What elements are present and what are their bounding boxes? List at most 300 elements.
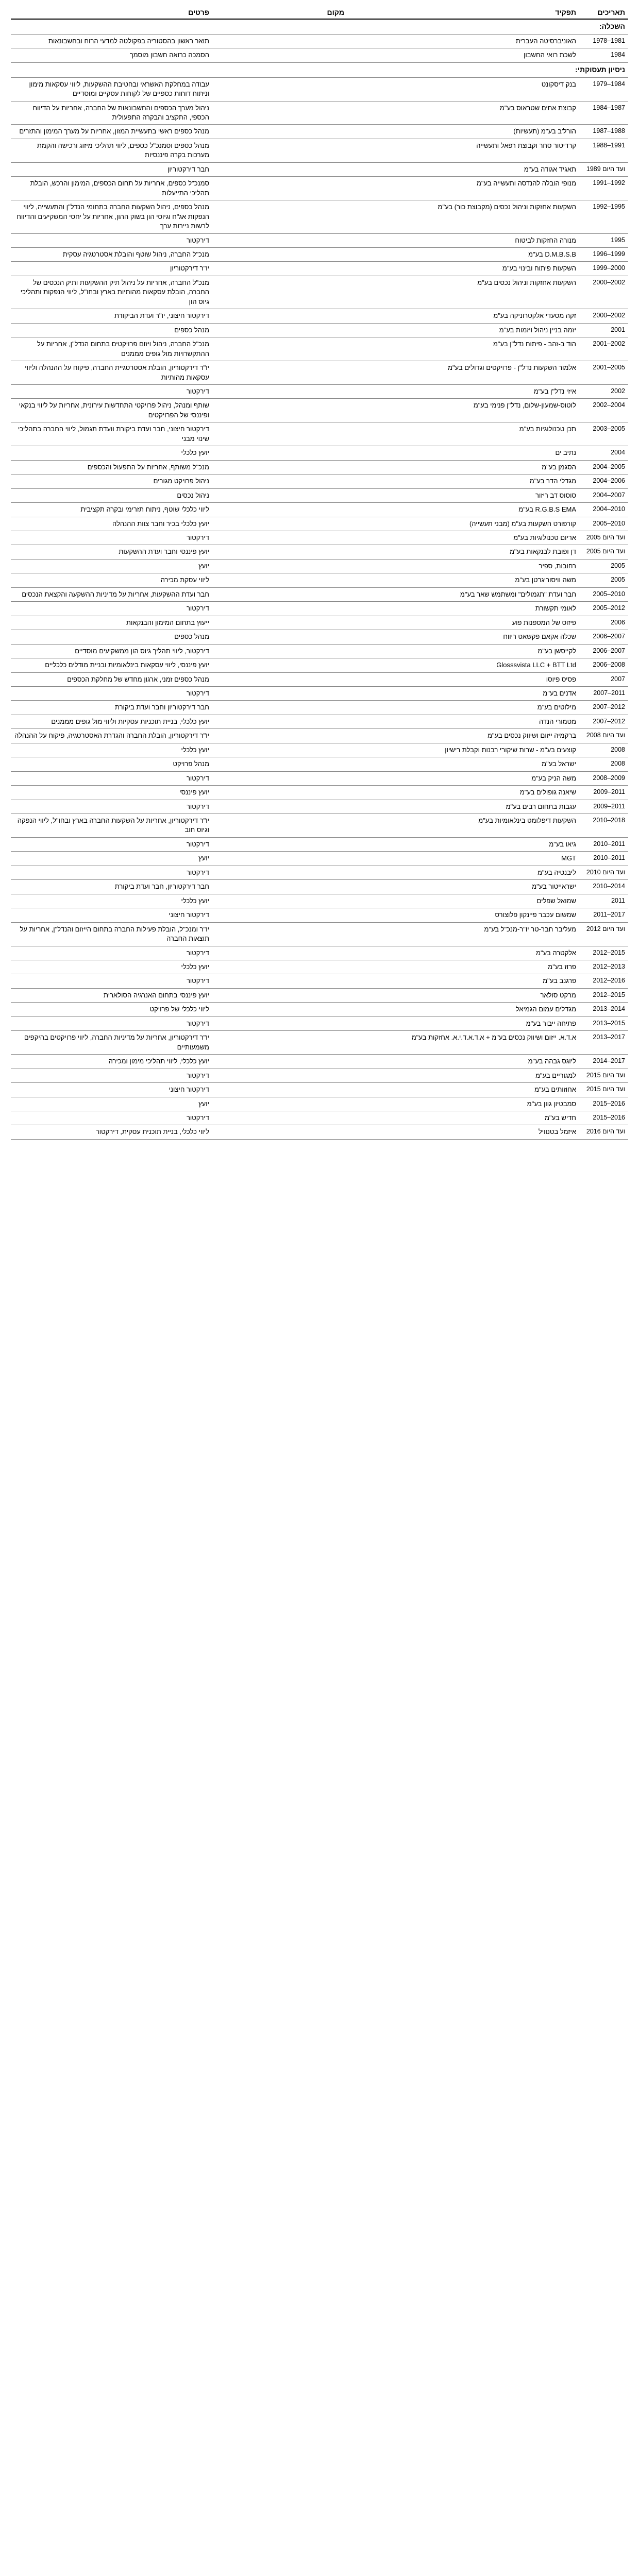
cell-details: יועץ פיננסי: [11, 786, 212, 800]
cell-details: מנהל כספים ראשי בתעשיית המזון, אחריות על מערך המימון והתזרים: [11, 125, 212, 139]
table-row: [11, 1111, 628, 1125]
cell-role: R.G.B.S EMA בע"מ: [347, 503, 579, 517]
cell-role: שכלה אקאם פקשאט ריווח: [347, 630, 579, 644]
cell-details: תואר ראשון בהסטוריה בפקולטה למדעי הרוח ובחשבונאות: [11, 34, 212, 48]
cell-details: מנכ"ל החברה, אחריות על ניהול תיק ההשקעות ותיק הנכסים של החברה, הובלת עסקאות מהותיות בארץ ובחו"ל, ליווי הנפקות ותהליכי גיוס הון: [11, 276, 212, 309]
cell-details: יו"ר ומנכ"ל, הובלת פעילות החברה בתחום הייזום והנדל"ן, אחריות על תוצאות החברה: [11, 922, 212, 946]
cell-details: דירקטור: [11, 866, 212, 879]
cell-role: הוד ב-זהב - פיתוח נדל"ן בע"מ: [347, 337, 579, 361]
cell-role: השקעות אחזקות וניהול נכסים בע"מ: [347, 276, 579, 309]
cell-details: ליווי כלכלי, בניית תוכנית עסקית, דירקטור: [11, 1125, 212, 1139]
cell-place: [212, 837, 347, 851]
cell-place: [212, 531, 347, 545]
cell-role: קוצעים בע"מ - שרות שיקורי רבנות וקבלת רישיון: [347, 743, 579, 757]
table-row: [11, 974, 628, 988]
cell-years: 2013–2015: [579, 1016, 628, 1030]
cell-details: מנהל כספים, ניהול השקעות החברה בתחומי הנדל"ן והתעשייה, ליווי הנפקות אג"ח וגיוסי הון בשוק ההון, אחריות על יחסי המשקיעים והדיווח לרשות ניירות ערך: [11, 200, 212, 233]
cell-place: [212, 517, 347, 531]
cell-details: דירקטור: [11, 384, 212, 398]
table-row: [11, 48, 628, 62]
table-row: [11, 422, 628, 446]
cell-role: לשכת רואי החשבון: [347, 48, 579, 62]
cell-details: יועץ: [11, 1097, 212, 1111]
table-row: [11, 1097, 628, 1111]
table-row: [11, 630, 628, 644]
cell-details: יועץ: [11, 852, 212, 866]
table-row: [11, 139, 628, 162]
cell-years: 1996–1999: [579, 248, 628, 262]
cell-details: מנהל פרויקט: [11, 757, 212, 771]
cell-role: יזמה בניין ניהול ויזמות בע"מ: [347, 323, 579, 337]
cell-years: 2003–2005: [579, 422, 628, 446]
cell-details: דירקטור: [11, 531, 212, 545]
cell-years: 2013–2014: [579, 1003, 628, 1016]
cell-details: מנכ"ל החברה, ניהול ויזום פרויקטים בתחום הנדל"ן, אחריות על ההתקשרויות מול גופים מממנים: [11, 337, 212, 361]
cell-details: חבר דירקטוריון: [11, 162, 212, 176]
cell-place: [212, 743, 347, 757]
cell-role: פרוז בע"מ: [347, 960, 579, 974]
cell-role: פתיחה ייבור בע"מ: [347, 1016, 579, 1030]
cell-years: 2001–2002: [579, 337, 628, 361]
section-header-row: [11, 62, 628, 77]
section-title: ניסיון תעסוקתי:: [11, 62, 628, 77]
cell-details: יועץ כלכלי: [11, 894, 212, 908]
cell-role: פיזוס של המספנות פוע: [347, 616, 579, 630]
cell-details: יו"ר דירקטוריון, הובלת החברה והגדרת האסטרטגיה, פיקוח על ההנהלה: [11, 729, 212, 743]
cell-details: ניהול נכסים: [11, 488, 212, 502]
cell-role: מעליבר חבר-טר יו"ר-מנכ"ל בע"מ: [347, 922, 579, 946]
cell-details: יו"ר דירקטוריון, אחריות על מדיניות החברה, ליווי פרויקטים בהיקפים משמעותיים: [11, 1031, 212, 1055]
cell-years: 2006–2007: [579, 630, 628, 644]
table-row: [11, 488, 628, 502]
cell-details: יו"ר דירקטוריון, אחריות על השקעות החברה בארץ ובחו"ל, ליווי הנפקה וגיוס חוב: [11, 814, 212, 838]
cell-years: 2006–2007: [579, 644, 628, 658]
cell-role: מילוטים בע"מ: [347, 701, 579, 715]
cell-years: 2005: [579, 573, 628, 587]
table-row: [11, 262, 628, 276]
table-row: [11, 658, 628, 672]
cell-details: יועץ כלכלי, בניית תוכניות עסקיות וליווי מול גופים מממנים: [11, 715, 212, 728]
cell-role: הורל'ב בע"מ (תעשיות): [347, 125, 579, 139]
table-body: [11, 19, 628, 1139]
cell-details: ליווי כלכלי של פרויקט: [11, 1003, 212, 1016]
cell-years: 2009–2011: [579, 786, 628, 800]
cell-role: מגדלי הדר בע"מ: [347, 474, 579, 488]
cell-place: [212, 1003, 347, 1016]
cell-place: [212, 48, 347, 62]
cell-place: [212, 960, 347, 974]
cell-years: 2004–2006: [579, 474, 628, 488]
cell-place: [212, 852, 347, 866]
cell-years: 2010–2018: [579, 814, 628, 838]
cell-place: [212, 922, 347, 946]
cell-role: קורפורט השקעות בע"מ (מבני תעשייה): [347, 517, 579, 531]
cell-place: [212, 101, 347, 125]
cell-role: דן ופובת לבנקאות בע"מ: [347, 545, 579, 559]
cell-details: ניהול פרויקט מגורים: [11, 474, 212, 488]
cell-years: 1979–1984: [579, 77, 628, 101]
cell-years: 2006–2008: [579, 658, 628, 672]
cell-years: 2012–2013: [579, 960, 628, 974]
cell-details: דירקטור: [11, 1016, 212, 1030]
cell-role: חדיש בע"מ: [347, 1111, 579, 1125]
table-row: [11, 786, 628, 800]
cell-role: אחוזותים בע"מ: [347, 1083, 579, 1097]
cell-place: [212, 233, 347, 247]
table-row: [11, 946, 628, 960]
cell-details: ייעוץ בתחום המימון והבנקאות: [11, 616, 212, 630]
cell-place: [212, 446, 347, 460]
table-row: [11, 531, 628, 545]
table-row: [11, 233, 628, 247]
table-row: [11, 323, 628, 337]
table-row: [11, 908, 628, 922]
cell-place: [212, 1055, 347, 1069]
cell-details: דירקטור: [11, 602, 212, 616]
cell-role: איזמל בטנוויל: [347, 1125, 579, 1139]
cell-role: פרגנב בע"מ: [347, 974, 579, 988]
cell-years: 1978–1981: [579, 34, 628, 48]
table-row: [11, 814, 628, 838]
cell-details: דירקטור, ליווי תהליך גיוס הון ממשקיעים מוסדיים: [11, 644, 212, 658]
table-row: [11, 559, 628, 573]
cell-years: 2004: [579, 446, 628, 460]
table-row: [11, 337, 628, 361]
cell-place: [212, 715, 347, 728]
table-row: [11, 446, 628, 460]
cell-role: סמבטיון גוון בע"מ: [347, 1097, 579, 1111]
cell-role: ליבנטיה בע"מ: [347, 866, 579, 879]
cell-years: 2004–2007: [579, 488, 628, 502]
section-title: השכלה:: [11, 19, 628, 34]
header-details: פרטים: [11, 5, 212, 19]
cell-role: תכן טכנולוגיות בע"מ: [347, 422, 579, 446]
cell-years: 2005–2010: [579, 517, 628, 531]
cell-details: דירקטור: [11, 771, 212, 785]
cell-details: יו"ר דירקטוריון: [11, 262, 212, 276]
table-row: [11, 866, 628, 879]
cell-role: סוסוס דב ריזור: [347, 488, 579, 502]
cell-years: 2005 ועד היום: [579, 545, 628, 559]
cell-details: ניהול מערך הכספים והחשבונאות של החברה, אחריות על הדיווח הכספי, התקציב והבקרה התפעולית: [11, 101, 212, 125]
cell-role: ישראל בע"מ: [347, 757, 579, 771]
cell-years: 2012 ועד היום: [579, 922, 628, 946]
cell-years: 2013–2017: [579, 1031, 628, 1055]
cell-years: 1987–1988: [579, 125, 628, 139]
cell-place: [212, 672, 347, 686]
cell-years: 2008–2009: [579, 771, 628, 785]
cell-years: 1984: [579, 48, 628, 62]
resume-table: [11, 5, 628, 1140]
table-row: [11, 309, 628, 323]
cell-years: 2006: [579, 616, 628, 630]
cell-details: ליווי כלכלי שוטף, ניתוח תזרימי ובקרה תקציבית: [11, 503, 212, 517]
table-row: [11, 1125, 628, 1139]
cell-details: יועץ פיננסי וחבר ועדת ההשקעות: [11, 545, 212, 559]
cell-place: [212, 1125, 347, 1139]
table-row: [11, 960, 628, 974]
cell-details: דירקטור: [11, 837, 212, 851]
cell-place: [212, 814, 347, 838]
table-row: [11, 701, 628, 715]
cell-role: תאגיד אגודה בע"מ: [347, 162, 579, 176]
cell-years: 2010–2014: [579, 880, 628, 894]
cell-years: 2007–2012: [579, 701, 628, 715]
cell-place: [212, 701, 347, 715]
cell-place: [212, 974, 347, 988]
cell-place: [212, 125, 347, 139]
cell-years: 2014–2017: [579, 1055, 628, 1069]
cell-years: 2005 ועד היום: [579, 531, 628, 545]
cell-years: 1984–1987: [579, 101, 628, 125]
cell-years: 2005: [579, 559, 628, 573]
cell-years: 2012–2015: [579, 988, 628, 1002]
header-role: תפקיד: [347, 5, 579, 19]
cell-place: [212, 361, 347, 385]
cell-place: [212, 460, 347, 474]
cell-years: 1995: [579, 233, 628, 247]
cell-role: השקעות דיפלומט בינלאומיות בע"מ: [347, 814, 579, 838]
cell-role: מטמורי הנדה: [347, 715, 579, 728]
cell-years: 2001: [579, 323, 628, 337]
cell-years: 2005–2010: [579, 587, 628, 601]
cell-details: דירקטור: [11, 1069, 212, 1082]
table-row: [11, 922, 628, 946]
cell-role: מנורה החזקות לביטוח: [347, 233, 579, 247]
cell-place: [212, 177, 347, 200]
cell-role: אריום טכנולוגיות בע"מ: [347, 531, 579, 545]
table-header-row: [11, 5, 628, 19]
cell-role: בנק דיסקונט: [347, 77, 579, 101]
cell-place: [212, 587, 347, 601]
cell-role: קבוצת אחים שטראוס בע"מ: [347, 101, 579, 125]
cell-role: שמואל שפלים: [347, 894, 579, 908]
cell-years: 2007: [579, 672, 628, 686]
cell-place: [212, 573, 347, 587]
cell-place: [212, 77, 347, 101]
cell-place: [212, 757, 347, 771]
cell-details: יועץ: [11, 559, 212, 573]
cell-place: [212, 248, 347, 262]
cell-place: [212, 545, 347, 559]
cell-place: [212, 262, 347, 276]
table-row: [11, 743, 628, 757]
cell-years: 2008 ועד היום: [579, 729, 628, 743]
cell-years: 2015 ועד היום: [579, 1083, 628, 1097]
cell-details: דירקטור חיצוני, חבר ועדת ביקורת וועדת תגמול, ליווי החברה בתהליכי שינוי מבני: [11, 422, 212, 446]
cell-years: 2000–2002: [579, 309, 628, 323]
cell-years: 2016 ועד היום: [579, 1125, 628, 1139]
table-row: [11, 1055, 628, 1069]
cell-role: משה הניק בע"מ: [347, 771, 579, 785]
cell-place: [212, 686, 347, 700]
cell-place: [212, 323, 347, 337]
cell-place: [212, 399, 347, 422]
cell-years: 2008: [579, 757, 628, 771]
cell-details: סמנכ"ל כספים, אחריות על תחום הכספים, המימון והרכש, הובלת תהליכי התייעלות: [11, 177, 212, 200]
cell-place: [212, 786, 347, 800]
cell-role: לאומי תקשורת: [347, 602, 579, 616]
cell-years: 1999–2000: [579, 262, 628, 276]
cell-place: [212, 474, 347, 488]
cell-years: 2002: [579, 384, 628, 398]
cell-role: נתיב ים: [347, 446, 579, 460]
cell-years: 2012–2015: [579, 946, 628, 960]
table-row: [11, 1069, 628, 1082]
cell-place: [212, 162, 347, 176]
cell-place: [212, 908, 347, 922]
table-row: [11, 1083, 628, 1097]
cell-place: [212, 559, 347, 573]
cell-years: 2011: [579, 894, 628, 908]
table-row: [11, 1031, 628, 1055]
cell-place: [212, 894, 347, 908]
cell-place: [212, 880, 347, 894]
cell-role: עגבות בתחום רבים בע"מ: [347, 800, 579, 814]
table-row: [11, 602, 628, 616]
cell-details: חבר דירקטוריון, חבר ועדת ביקורת: [11, 880, 212, 894]
cell-role: א.ד.א. ייזום ושיווק נכסים בע"מ + א.ד.א.ד.י.א. אחזקות בע"מ: [347, 1031, 579, 1055]
cell-details: הסמכה כרואה חשבון מוסמך: [11, 48, 212, 62]
cell-role: מנופי הובלה להנדסה ותעשייה בע"מ: [347, 177, 579, 200]
document-page: [0, 0, 639, 1140]
cell-place: [212, 139, 347, 162]
cell-role: שמשום עכבר פיינקון פלוצורס: [347, 908, 579, 922]
cell-place: [212, 1111, 347, 1125]
table-row: [11, 162, 628, 176]
cell-details: דירקטור חיצוני: [11, 908, 212, 922]
cell-details: דירקטור: [11, 974, 212, 988]
table-row: [11, 837, 628, 851]
cell-years: 2004–2005: [579, 460, 628, 474]
table-row: [11, 894, 628, 908]
cell-years: 1991–1992: [579, 177, 628, 200]
table-row: [11, 177, 628, 200]
cell-place: [212, 602, 347, 616]
cell-place: [212, 384, 347, 398]
cell-role: D.M.B.S.B בע"מ: [347, 248, 579, 262]
cell-years: 2011–2017: [579, 908, 628, 922]
table-row: [11, 200, 628, 233]
cell-years: 2015–2016: [579, 1111, 628, 1125]
cell-place: [212, 1083, 347, 1097]
table-row: [11, 1016, 628, 1030]
cell-years: 2002–2004: [579, 399, 628, 422]
cell-place: [212, 658, 347, 672]
cell-place: [212, 630, 347, 644]
table-row: [11, 672, 628, 686]
cell-years: 1992–1995: [579, 200, 628, 233]
cell-role: אלמור השקעות נדל"ן - פרויקטים וגדולים בע"מ: [347, 361, 579, 385]
cell-details: מנהל כספים: [11, 630, 212, 644]
cell-details: יועץ כלכלי: [11, 743, 212, 757]
table-row: [11, 276, 628, 309]
cell-years: 2015–2016: [579, 1097, 628, 1111]
cell-years: 2007–2012: [579, 715, 628, 728]
cell-role: האוניברסיטה העברית: [347, 34, 579, 48]
header-years: תאריכים: [579, 5, 628, 19]
cell-role: קרדיטור סחר וקבוצת רפאל ותעשייה: [347, 139, 579, 162]
cell-details: חבר ועדת ההשקעות, אחריות על מדיניות ההשקעה והקצאת הנכסים: [11, 587, 212, 601]
cell-details: יועץ כלכלי בכיר וחבר צוות ההנהלה: [11, 517, 212, 531]
cell-years: 1989 ועד היום: [579, 162, 628, 176]
cell-place: [212, 337, 347, 361]
cell-role: השקעות אחזקות וניהול נכסים (מקבוצת כור) בע"מ: [347, 200, 579, 233]
table-row: [11, 517, 628, 531]
cell-details: מנכ"ל החברה, ניהול שוטף והובלת אסטרטגיה עסקית: [11, 248, 212, 262]
cell-role: ישראייטור בע"מ: [347, 880, 579, 894]
cell-role: איזי נדל"ן בע"מ: [347, 384, 579, 398]
cell-details: יועץ כלכלי: [11, 446, 212, 460]
cell-role: אדנים בע"מ: [347, 686, 579, 700]
cell-role: גיאו בע"מ: [347, 837, 579, 851]
table-row: [11, 757, 628, 771]
table-row: [11, 125, 628, 139]
table-row: [11, 545, 628, 559]
section-header-row: [11, 19, 628, 34]
cell-role: השקעות פיתוח ובינוי בע"מ: [347, 262, 579, 276]
table-row: [11, 101, 628, 125]
cell-years: 2004–2010: [579, 503, 628, 517]
table-row: [11, 644, 628, 658]
cell-role: זקה מסעדי אלקטרוניקה בע"מ: [347, 309, 579, 323]
cell-details: שותף ומנהל, ניהול פרויקטי התחדשות עירונית, אחריות על ליווי בנקאי ופיננסי של הפרויקטים: [11, 399, 212, 422]
cell-role: לוטוס-שמעון-שלום, נדל"ן פנימי בע"מ: [347, 399, 579, 422]
cell-details: יו"ר דירקטוריון, הובלת אסטרטגיית החברה, פיקוח על ההנהלה וליווי עסקאות מהותיות: [11, 361, 212, 385]
cell-details: יועץ כלכלי: [11, 960, 212, 974]
cell-details: מנהל כספים: [11, 323, 212, 337]
cell-place: [212, 34, 347, 48]
table-row: [11, 988, 628, 1002]
table-row: [11, 503, 628, 517]
cell-details: דירקטור חיצוני, יו"ר ועדת הביקורת: [11, 309, 212, 323]
cell-place: [212, 1031, 347, 1055]
cell-details: יועץ כלכלי, ליווי תהליכי מימון ומכירה: [11, 1055, 212, 1069]
cell-years: 2015 ועד היום: [579, 1069, 628, 1082]
cell-years: 2010–2011: [579, 837, 628, 851]
table-row: [11, 852, 628, 866]
cell-years: 2009–2011: [579, 800, 628, 814]
cell-place: [212, 1069, 347, 1082]
cell-place: [212, 988, 347, 1002]
cell-place: [212, 309, 347, 323]
cell-place: [212, 503, 347, 517]
cell-role: הסגמן בע"מ: [347, 460, 579, 474]
table-row: [11, 573, 628, 587]
table-row: [11, 248, 628, 262]
cell-role: חבר ועדת "תגמולים" ומשתמש שאר בע"מ: [347, 587, 579, 601]
cell-place: [212, 422, 347, 446]
cell-details: דירקטור: [11, 686, 212, 700]
cell-place: [212, 1016, 347, 1030]
table-row: [11, 771, 628, 785]
cell-role: ברקמיה ייזום ושיווק נכסים בע"מ: [347, 729, 579, 743]
cell-details: ליווי עסקת מכירה: [11, 573, 212, 587]
cell-role: משה וויסוריגרטן בע"מ: [347, 573, 579, 587]
cell-details: חבר דירקטוריון וחבר ועדת ביקורת: [11, 701, 212, 715]
cell-years: 2012–2016: [579, 974, 628, 988]
table-row: [11, 715, 628, 728]
table-row: [11, 34, 628, 48]
table-row: [11, 361, 628, 385]
table-row: [11, 686, 628, 700]
cell-place: [212, 1097, 347, 1111]
cell-role: מגדלים עמום הגמיאל: [347, 1003, 579, 1016]
cell-role: פסיס פיוסו: [347, 672, 579, 686]
cell-place: [212, 200, 347, 233]
table-row: [11, 384, 628, 398]
cell-role: MGT: [347, 852, 579, 866]
